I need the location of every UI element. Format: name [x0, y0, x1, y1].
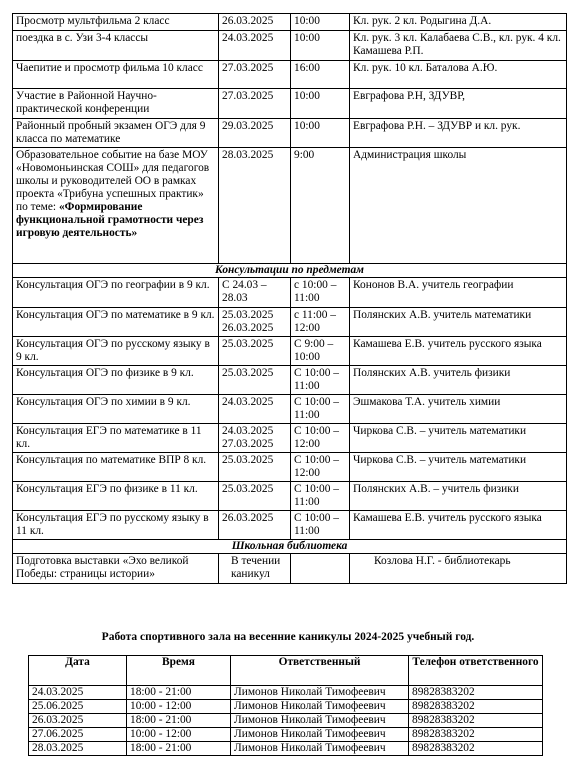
event-date: 26.03.2025	[219, 14, 291, 31]
column-header-phone: Телефон ответственного	[409, 656, 543, 686]
consult-name: Консультация ОГЭ по географии в 9 кл.	[13, 278, 219, 308]
consult-responsible: Чиркова С.В. – учитель математики	[350, 453, 567, 482]
consult-time: С 10:00 – 12:00	[291, 424, 350, 453]
event-date: 27.03.2025	[219, 89, 291, 119]
table-row	[13, 424, 567, 453]
consult-time: с 10:00 – 11:00	[291, 278, 350, 308]
event-time: 9:00	[291, 148, 350, 264]
consult-responsible: Полянских А.В. учитель математики	[350, 308, 567, 337]
event-description: Образовательное событие на базе МОУ «Новомоньинская СОШ» для педагогов школы и руководителей ОО в рамках проекта «Трибуна успешных практик» по теме:	[16, 149, 210, 213]
gym-responsible: Лимонов Николай Тимофеевич	[231, 714, 409, 728]
gym-time: 18:00 - 21:00	[127, 742, 231, 756]
event-responsible: Кл. рук. 10 кл. Баталова А.Ю.	[350, 61, 567, 89]
table-row	[13, 308, 567, 337]
section-library-heading: Школьная библиотека	[13, 540, 567, 554]
consult-responsible: Камашева Е.В. учитель русского языка	[350, 511, 567, 540]
library-responsible: Козлова Н.Г. - библиотекарь	[350, 554, 567, 584]
event-time: 10:00	[291, 89, 350, 119]
event-name: Районный пробный экзамен ОГЭ для 9 класса по математике	[13, 119, 219, 148]
column-header-time: Время	[127, 656, 231, 686]
event-responsible: Кл. рук. 2 кл. Родыгина Д.А.	[350, 14, 567, 31]
event-name: поездка в с. Узи 3-4 классы	[13, 31, 219, 61]
table-row	[13, 337, 567, 366]
event-responsible: Евграфова Р.Н, ЗДУВР,	[350, 89, 567, 119]
consult-date: 25.03.2025	[219, 453, 291, 482]
library-name: Подготовка выставки «Эхо великой Победы: страницы истории»	[13, 554, 219, 584]
consult-name: Консультация ЕГЭ по физике в 11 кл.	[13, 482, 219, 511]
table-row	[13, 148, 567, 264]
consult-name: Консультация по математике ВПР 8 кл.	[13, 453, 219, 482]
section-row	[13, 540, 567, 554]
consult-time: С 9:00 – 10:00	[291, 337, 350, 366]
gym-date: 25.06.2025	[29, 700, 127, 714]
consult-responsible: Чиркова С.В. – учитель математики	[350, 424, 567, 453]
table-row	[13, 89, 567, 119]
event-name	[13, 148, 219, 264]
gym-time: 10:00 - 12:00	[127, 700, 231, 714]
table-row	[13, 482, 567, 511]
consult-time: С 10:00 – 11:00	[291, 482, 350, 511]
gym-phone: 89828383202	[409, 686, 543, 700]
gym-schedule-table	[28, 655, 543, 756]
event-name: Чаепитие и просмотр фильма 10 класс	[13, 61, 219, 89]
table-row	[29, 700, 543, 714]
consult-name: Консультация ОГЭ по физике в 9 кл.	[13, 366, 219, 395]
gym-responsible: Лимонов Николай Тимофеевич	[231, 742, 409, 756]
consult-responsible: Кононов В.А. учитель географии	[350, 278, 567, 308]
event-time: 10:00	[291, 119, 350, 148]
table-row	[13, 395, 567, 424]
event-responsible: Евграфова Р.Н. – ЗДУВР и кл. рук.	[350, 119, 567, 148]
gym-time: 10:00 - 12:00	[127, 728, 231, 742]
event-name: Участие в Районной Научно-практической конференции	[13, 89, 219, 119]
table-row	[13, 453, 567, 482]
event-date: 28.03.2025	[219, 148, 291, 264]
event-time: 16:00	[291, 61, 350, 89]
consult-date: 24.03.2025 27.03.2025	[219, 424, 291, 453]
table-row	[29, 686, 543, 700]
gym-phone: 89828383202	[409, 700, 543, 714]
consult-date: 25.03.2025	[219, 337, 291, 366]
gym-date: 28.03.2025	[29, 742, 127, 756]
column-header-date: Дата	[29, 656, 127, 686]
consult-name: Консультация ОГЭ по математике в 9 кл.	[13, 308, 219, 337]
consult-name: Консультация ОГЭ по русскому языку в 9 кл.	[13, 337, 219, 366]
events-table	[12, 13, 567, 584]
event-responsible: Администрация школы	[350, 148, 567, 264]
consult-date: 24.03.2025	[219, 395, 291, 424]
consult-time: С 10:00 – 11:00	[291, 511, 350, 540]
table-row	[13, 119, 567, 148]
table-row	[13, 366, 567, 395]
event-date: 29.03.2025	[219, 119, 291, 148]
table-row	[29, 742, 543, 756]
table-row	[13, 14, 567, 31]
table-row	[13, 31, 567, 61]
consult-date: С 24.03 – 28.03	[219, 278, 291, 308]
gym-date: 27.06.2025	[29, 728, 127, 742]
consult-date: 25.03.2025 26.03.2025	[219, 308, 291, 337]
gym-responsible: Лимонов Николай Тимофеевич	[231, 686, 409, 700]
table-row	[13, 278, 567, 308]
consult-name: Консультация ЕГЭ по математике в 11 кл.	[13, 424, 219, 453]
table-row	[13, 554, 567, 584]
table-row	[13, 61, 567, 89]
consult-responsible: Полянских А.В. учитель физики	[350, 366, 567, 395]
gym-time: 18:00 - 21:00	[127, 714, 231, 728]
table-row	[29, 714, 543, 728]
event-time: 10:00	[291, 14, 350, 31]
consult-time: С 10:00 – 11:00	[291, 395, 350, 424]
event-topic: «Формирование функциональной грамотности через игровую деятельность»	[16, 201, 204, 239]
consult-responsible: Камашева Е.В. учитель русского языка	[350, 337, 567, 366]
consult-time: С 10:00 – 12:00	[291, 453, 350, 482]
consult-date: 25.03.2025	[219, 482, 291, 511]
consult-name: Консультация ЕГЭ по русскому языку в 11 кл.	[13, 511, 219, 540]
table-row	[13, 511, 567, 540]
consult-name: Консультация ОГЭ по химии в 9 кл.	[13, 395, 219, 424]
consult-date: 25.03.2025	[219, 366, 291, 395]
section-consultations-heading: Консультации по предметам	[13, 264, 567, 278]
header-row	[29, 656, 543, 686]
consult-date: 26.03.2025	[219, 511, 291, 540]
gym-responsible: Лимонов Николай Тимофеевич	[231, 700, 409, 714]
gym-phone: 89828383202	[409, 714, 543, 728]
consult-responsible: Эшмакова Т.А. учитель химии	[350, 395, 567, 424]
library-date: В течении каникул	[219, 554, 291, 584]
gym-responsible: Лимонов Николай Тимофеевич	[231, 728, 409, 742]
gym-date: 24.03.2025	[29, 686, 127, 700]
table-row	[29, 728, 543, 742]
consult-time: с 11:00 – 12:00	[291, 308, 350, 337]
consult-responsible: Полянских А.В. – учитель физики	[350, 482, 567, 511]
event-name: Просмотр мультфильма 2 класс	[13, 14, 219, 31]
column-header-responsible: Ответственный	[231, 656, 409, 686]
event-date: 27.03.2025	[219, 61, 291, 89]
gym-phone: 89828383202	[409, 742, 543, 756]
event-responsible: Кл. рук. 3 кл. Калабаева С.В., кл. рук. 4 кл. Камашева Р.П.	[350, 31, 567, 61]
event-time: 10:00	[291, 31, 350, 61]
gym-time: 18:00 - 21:00	[127, 686, 231, 700]
event-date: 24.03.2025	[219, 31, 291, 61]
gym-schedule-title: Работа спортивного зала на весенние каникулы 2024-2025 учебный год.	[101, 631, 475, 643]
library-time	[291, 554, 350, 584]
consult-time: С 10:00 – 11:00	[291, 366, 350, 395]
section-row	[13, 264, 567, 278]
gym-phone: 89828383202	[409, 728, 543, 742]
gym-date: 26.03.2025	[29, 714, 127, 728]
